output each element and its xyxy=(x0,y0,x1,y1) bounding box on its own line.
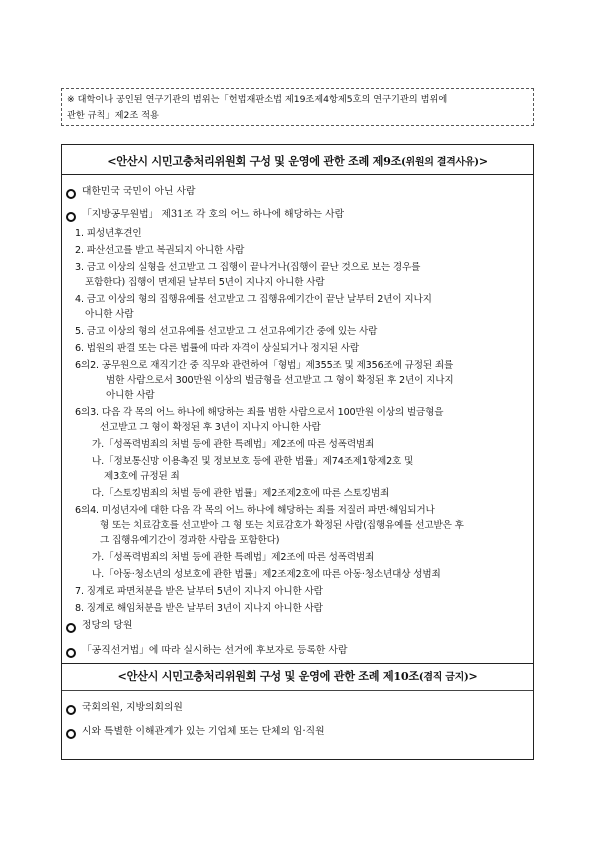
list-item: 3. 금고 이상의 실형을 선고받고 그 집행이 끝나거나(집행이 끝난 것으로 보는 경우를 xyxy=(75,262,421,273)
list-item: 1. 피성년후견인 xyxy=(75,228,142,239)
disqualification-civil-servant-act: 「지방공무원법」 제31조 각 호의 어느 하나에 해당하는 사람 xyxy=(82,209,345,220)
ordinance-table xyxy=(61,144,534,760)
circle-bullet-icon xyxy=(66,648,76,658)
circle-bullet-icon xyxy=(66,705,76,715)
disqualification-party-member: 정당의 당원 xyxy=(82,620,133,631)
section-9-divider xyxy=(62,174,533,175)
circle-bullet-icon xyxy=(66,729,76,739)
circle-bullet-icon xyxy=(66,212,76,222)
list-item: 6의3. 다음 각 목의 어느 하나에 해당하는 죄를 범한 사람으로서 100만원 이상의 벌금형을 xyxy=(75,407,444,418)
list-item: 가.「성폭력범죄의 처벌 등에 관한 특례법」제2조에 따른 성폭력범죄 xyxy=(92,552,375,563)
list-item: 포함한다) 집행이 면제된 날부터 5년이 지나지 아니한 사람 xyxy=(85,277,325,288)
list-item: 가.「성폭력범죄의 처벌 등에 관한 특례법」제2조에 따른 성폭력범죄 xyxy=(92,439,375,450)
scope-note-line-2: 관한 규칙」제2조 적용 xyxy=(67,110,159,121)
list-item: 6. 법원의 판결 또는 다른 법률에 따라 자격이 상실되거나 정지된 사람 xyxy=(75,343,360,354)
list-item: 4. 금고 이상의 형의 집행유예를 선고받고 그 집행유예기간이 끝난 날부터 2년이 지나지 xyxy=(75,294,432,305)
list-item: 6의2. 공무원으로 재직기간 중 직무와 관련하여「형법」제355조 및 제356조에 규정된 죄를 xyxy=(75,360,454,371)
circle-bullet-icon xyxy=(66,189,76,199)
disqualification-candidate: 「공직선거법」에 따라 실시하는 선거에 후보자로 등록한 사람 xyxy=(82,645,348,656)
circle-bullet-icon xyxy=(66,623,76,633)
list-item: 다.「스토킹범죄의 처벌 등에 관한 법률」제2조제2호에 따른 스토킹범죄 xyxy=(92,488,390,499)
list-item: 2. 파산선고를 받고 복권되지 아니한 사람 xyxy=(75,245,245,256)
section-10-top-divider xyxy=(62,663,533,664)
section-10-divider xyxy=(62,690,533,691)
section-10-title: <안산시 시민고충처리위원회 구성 및 운영에 관한 조례 제10조(겸직 금지)> xyxy=(117,669,478,683)
list-item: 그 집행유예기간이 경과한 사람을 포함한다) xyxy=(100,535,280,546)
list-item: 나.「정보통신망 이용촉진 및 정보보호 등에 관한 법률」제74조제1항제2호 및 xyxy=(92,456,414,467)
list-item: 8. 징계로 해임처분을 받은 날부터 3년이 지나지 아니한 사람 xyxy=(75,603,323,614)
scope-note xyxy=(61,88,534,126)
list-item: 선고받고 그 형이 확정된 후 3년이 지나지 아니한 사람 xyxy=(100,422,321,433)
list-item: 5. 금고 이상의 형의 선고유예를 선고받고 그 선고유예기간 중에 있는 사람 xyxy=(75,326,378,337)
prohibited-legislators: 국회의원, 지방의회의원 xyxy=(82,702,183,713)
list-item: 아니한 사람 xyxy=(85,309,134,320)
list-item: 나.「아동·청소년의 성보호에 관한 법률」제2조제2호에 따른 아동·청소년대상 성범죄 xyxy=(92,569,441,580)
list-item: 범한 사람으로서 300만원 이상의 벌금형을 선고받고 그 형이 확정된 후 2년이 지나지 xyxy=(106,375,454,386)
list-item: 6의4. 미성년자에 대한 다음 각 목의 어느 하나에 해당하는 죄를 저질러 파면·해임되거나 xyxy=(75,505,435,516)
list-item: 제3호에 규정된 죄 xyxy=(104,471,180,482)
list-item: 형 또는 치료감호를 선고받아 그 형 또는 치료감호가 확정된 사람(집행유예를 선고받은 후 xyxy=(100,520,464,531)
disqualification-nonnational: 대한민국 국민이 아닌 사람 xyxy=(82,186,196,197)
prohibited-interested-officers: 시와 특별한 이해관계가 있는 기업체 또는 단체의 임·직원 xyxy=(82,726,325,737)
section-9-title: <안산시 시민고충처리위원회 구성 및 운영에 관한 조례 제9조(위원의 결격사유)> xyxy=(107,154,488,168)
scope-note-line-1: ※ 대학이나 공인된 연구기관의 범위는「헌법재판소법 제19조제4항제5호의 연구기관의 범위에 xyxy=(67,94,448,105)
list-item: 7. 징계로 파면처분을 받은 날부터 5년이 지나지 아니한 사람 xyxy=(75,586,323,597)
list-item: 아니한 사람 xyxy=(106,390,155,401)
